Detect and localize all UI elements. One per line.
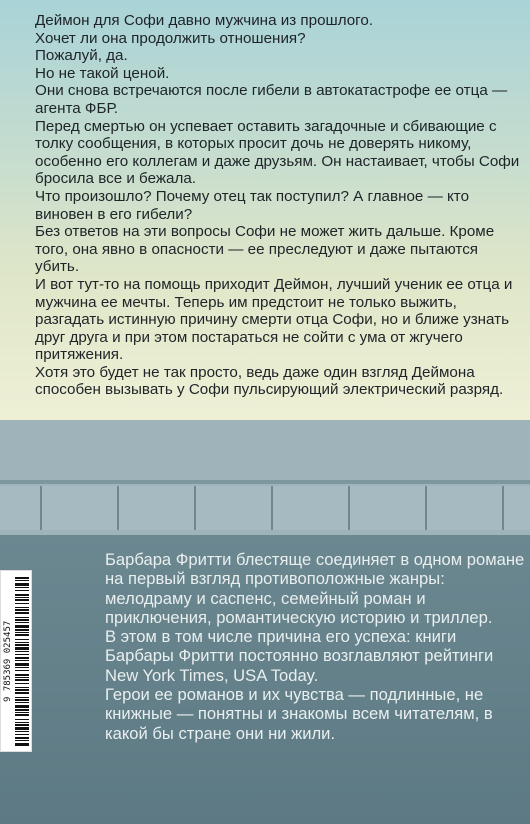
barcode-stripe (15, 740, 29, 741)
barcode-stripe (15, 660, 29, 661)
barcode-stripe (15, 580, 29, 581)
blurb-paragraph: И вот тут-то на помощь приходит Деймон, лучший ученик ее отца и мужчина ее мечты. Теперь им предстоит не только выжить, разгадать истинную причину смерти отца Софи, но и ближе узнать друг друга и при этом постараться не сойти с ума от жгучего притяжения. (35, 275, 513, 364)
barcode-stripe (15, 590, 29, 591)
railing-panel (348, 486, 427, 530)
barcode-stripe (15, 607, 29, 608)
review-paragraph: Барбара Фритти блестяще соединяет в одном романе на первый взгляд противоположные жанры: мелодраму и саспенс, семейный роман и приключения, романтическую историю и триллер. (105, 550, 525, 627)
barcode-number: 9 785369 025457 (3, 620, 13, 702)
barcode-stripe (15, 737, 29, 739)
isbn-barcode (0, 570, 32, 752)
barcode-stripe (15, 677, 29, 678)
barcode-stripe (15, 719, 29, 720)
barcode-stripe (15, 670, 29, 671)
barcode-stripe (15, 674, 29, 676)
barcode-stripe (15, 663, 29, 666)
barcode-stripe (15, 642, 29, 643)
barcode-stripe (15, 683, 29, 684)
barcode-stripe (15, 714, 29, 716)
barcode-stripe (15, 724, 29, 726)
barcode-stripe (15, 632, 29, 633)
barcode-stripe (15, 597, 29, 598)
barcode-stripe (15, 727, 29, 730)
blurb-paragraph: Они снова встречаются после гибели в автокатастрофе ее отца — агента ФБР. (35, 82, 508, 117)
barcode-stripe (15, 699, 29, 701)
barcode-stripe (15, 679, 29, 681)
railing-panel (425, 486, 504, 530)
barcode-bars (15, 577, 29, 745)
barcode-stripe (15, 609, 29, 611)
barcode-stripe (15, 634, 29, 636)
barcode-stripe (15, 689, 29, 691)
blurb-paragraph: Но не такой ценой. (35, 64, 170, 82)
blurb-paragraph: Хотя это будет не так просто, ведь даже один взгляд Деймона способен вызывать у Софи пульсирующий электрический разряд. (35, 363, 504, 399)
barcode-stripe (15, 629, 29, 631)
barcode-stripe (15, 639, 29, 640)
barcode-stripe (15, 647, 29, 650)
blurb-paragraph: Без ответов на эти вопросы Софи не может жить дальше. Кроме того, она явно в опасности — ее преследуют и даже пытаются убить. (35, 223, 495, 276)
barcode-stripe (15, 709, 29, 711)
blurb-paragraph: Пожалуй, да. (35, 47, 128, 65)
barcode-stripe (15, 687, 29, 688)
railing-panel (194, 486, 273, 530)
barcode-stripe (15, 734, 29, 735)
barcode-stripe (15, 692, 29, 694)
barcode-stripe (15, 712, 29, 713)
blurb-paragraph: Деймон для Софи давно мужчина из прошлого. (35, 12, 374, 29)
barcode-stripe (15, 622, 29, 623)
annotation-text (35, 12, 525, 399)
barcode-stripe (15, 654, 29, 655)
barcode-stripe (15, 619, 29, 621)
barcode-stripe (15, 603, 29, 604)
barcode-stripe (15, 731, 29, 732)
railing-panel (40, 486, 119, 530)
review-text (105, 550, 525, 743)
review-paragraph: Герои ее романов и их чувства — подлинные, не книжные — понятны и знакомы всем читателям, в какой бы стране они ни жили. (105, 685, 493, 743)
railing-panel (117, 486, 196, 530)
railing-panel (0, 486, 42, 530)
barcode-stripe (15, 651, 29, 652)
barcode-stripe (15, 722, 29, 723)
railing-panel (271, 486, 350, 530)
barcode-stripe (15, 743, 29, 746)
blurb-paragraph: Хочет ли она продолжить отношения? (35, 29, 306, 47)
barcode-stripe (15, 667, 29, 668)
barcode-stripe (15, 625, 29, 628)
barcode-stripe (15, 644, 29, 646)
blurb-paragraph: Что произошло? Почему отец так поступил? А главное — кто виновен в его гибели? (35, 187, 470, 223)
barcode-stripe (15, 657, 29, 659)
barcode-stripe (15, 583, 29, 586)
barcode-stripe (15, 587, 29, 588)
barcode-stripe (15, 594, 29, 596)
barcode-stripe (15, 577, 29, 579)
barcode-stripe (15, 697, 29, 698)
railing-panel (502, 486, 530, 530)
barcode-stripe (15, 599, 29, 601)
barcode-stripe (15, 705, 29, 708)
blurb-paragraph: Перед смертью он успевает оставить загадочные и сбивающие с толку сообщения, в которых просит дочь не доверять никому, особенно его коллегам и даже друзьям. Он настаивает, чтобы Софи бросила все и бежала. (35, 117, 520, 188)
review-paragraph: В этом в том числе причина его успеха: книги Барбары Фритти постоянно возглавляют рейтинги New York Times, USA Today. (105, 627, 494, 685)
barcode-stripe (15, 612, 29, 614)
railing (0, 480, 530, 535)
barcode-stripe (15, 702, 29, 703)
barcode-stripe (15, 617, 29, 618)
